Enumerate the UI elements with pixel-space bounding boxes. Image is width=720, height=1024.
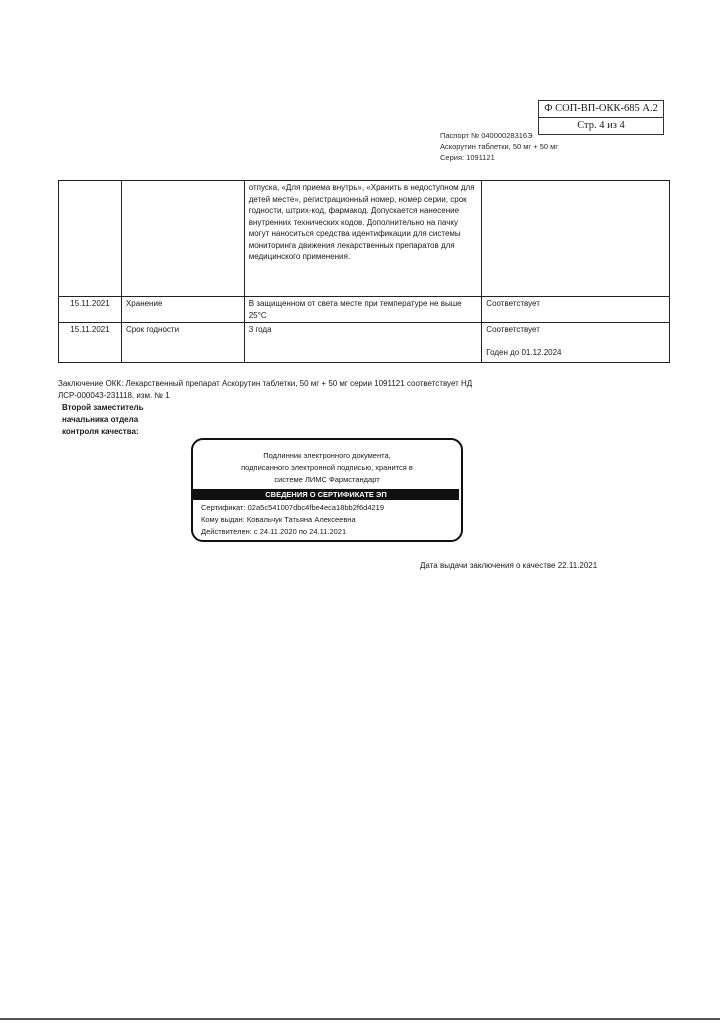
row-result bbox=[482, 297, 670, 323]
passport-series: Серия: 1091121 bbox=[440, 153, 495, 162]
stamp-issued-to: Кому выдан: Ковальчук Татьяна Алексеевна bbox=[201, 515, 356, 524]
stamp-certificate-details bbox=[201, 502, 384, 538]
stamp-line: Подлинник электронного документа, bbox=[263, 451, 391, 460]
electronic-signature-stamp bbox=[191, 438, 463, 542]
stamp-line: системе ЛИМС Фармстандарт bbox=[274, 475, 380, 484]
signer-line: Второй заместитель bbox=[62, 403, 144, 412]
passport-number: Паспорт № 04000028316Э bbox=[440, 131, 533, 140]
signer-line: начальника отдела bbox=[62, 415, 139, 424]
row-result bbox=[482, 181, 670, 297]
conclusion-text: Заключение ОКК: Лекарственный препарат Аскорутин таблетки, 50 мг + 50 мг серии 1091121 соответствует НД ЛСР-000043-231118, изм. № 1 bbox=[58, 379, 473, 400]
table-row bbox=[59, 297, 670, 323]
row-indicator: Хранение bbox=[121, 297, 244, 323]
page-number: Стр. 4 из 4 bbox=[539, 117, 663, 134]
stamp-certificate-id: Сертификат: 02a5c541007dbc4fbe4eca18bb2f6d4219 bbox=[201, 503, 385, 512]
row-indicator bbox=[121, 181, 244, 297]
row-result-text: Соответствует bbox=[486, 299, 540, 308]
row-indicator: Срок годности bbox=[121, 323, 244, 363]
page-bottom-edge bbox=[0, 1018, 720, 1020]
row-date: 15.11.2021 bbox=[59, 297, 122, 323]
stamp-validity: Действителен: с 24.11.2020 по 24.11.2021 bbox=[201, 527, 347, 536]
table-row bbox=[59, 323, 670, 363]
passport-product: Аскорутин таблетки, 50 мг + 50 мг bbox=[440, 142, 559, 151]
row-result-note: Годен до 01.12.2024 bbox=[486, 347, 562, 357]
row-requirement: отпуска, «Для приема внутрь», «Хранить в недоступном для детей месте», регистрационный номер, номер серии, срок годности, штрих-код, фармакод. Допускается нанесение внутренних технических кодов. Дополнительно на пачку могут наноситься средства идентификации для системы мониторинга движения лекарственных препаратов для медицинского применения. bbox=[244, 181, 482, 297]
row-requirement: В защищенном от света месте при температуре не выше 25°С bbox=[244, 297, 482, 323]
results-table bbox=[58, 180, 670, 363]
signer-line: контроля качества: bbox=[62, 427, 139, 436]
stamp-line: подписанного электронной подписью, хранится в bbox=[241, 463, 413, 472]
row-result-text: Соответствует bbox=[486, 325, 540, 334]
stamp-header bbox=[193, 450, 461, 486]
passport-info bbox=[440, 130, 558, 163]
row-result bbox=[482, 323, 670, 363]
form-code: Ф СОП-ВП-ОКК-685 А.2 bbox=[544, 103, 658, 114]
signer-title bbox=[62, 402, 144, 438]
row-date bbox=[59, 181, 122, 297]
table-row bbox=[59, 181, 670, 297]
row-date: 15.11.2021 bbox=[59, 323, 122, 363]
row-requirement: 3 года bbox=[244, 323, 482, 363]
stamp-certificate-banner: СВЕДЕНИЯ О СЕРТИФИКАТЕ ЭП bbox=[193, 489, 459, 500]
issue-date: Дата выдачи заключения о качестве 22.11.2021 bbox=[420, 561, 598, 570]
